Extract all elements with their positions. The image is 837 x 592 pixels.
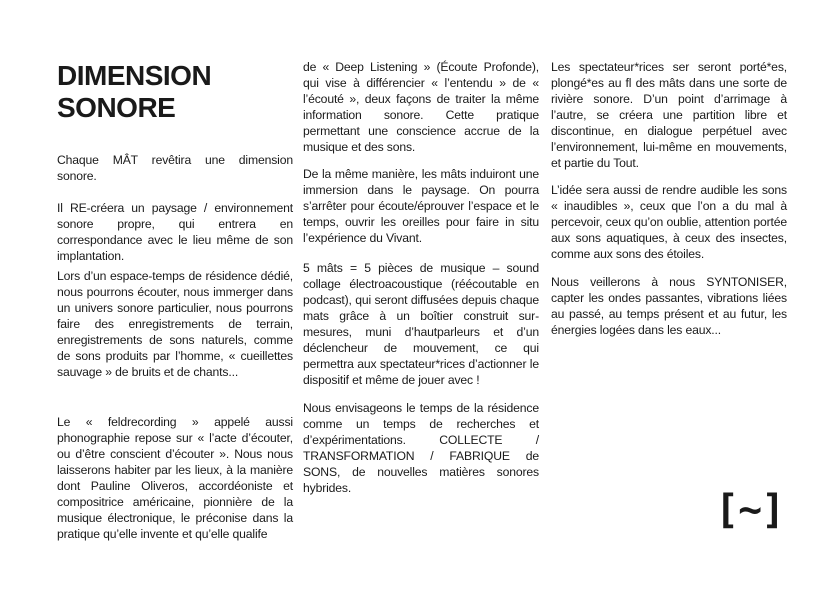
paragraph: Nous veillerons à nous SYNTONISER, capter les ondes passantes, vibrations liées au passé, au temps présent et au futur, les énergies logées dans les eaux...: [551, 275, 787, 337]
paragraph: L’idée sera aussi de rendre audible les sons « inaudibles », ceux que l’on a du mal à percevoir, ceux qu’on oublie, attention portée aux sons aquatiques, à ceux des insectes, comme aux sons des étoiles.: [551, 183, 787, 261]
paragraph: Les spectateur*rices ser seront porté*es, plongé*es au fl des mâts dans une sorte de rivière sonore. D’un point d’arrimage à l’autre, se créera une partition libre et discontinue, en dialogue perpétuel avec l’environnement, lui-même en mouvements, et partie du Tout.: [551, 60, 787, 170]
logo: [~]: [715, 487, 785, 533]
paragraph: Nous envisageons le temps de la résidence comme un temps de recherches et d’expérimentations. COLLECTE / TRANSFORMATION / FABRIQUE de SONS, de nouvelles matières sonores hybrides.: [303, 401, 539, 495]
paragraph: Lors d’un espace-temps de résidence dédié, nous pourrons écouter, nous immerger dans un univers sonore particulier, nous pourrons faire des enregistrements de terrain, enregistrements de sons naturels, comme de sons produits par l’homme, « cueillettes sauvage » de bruits et de chants...: [57, 269, 293, 379]
title-line-2: SONORE: [57, 92, 176, 123]
paragraph: Il RE-créera un paysage / environnement sonore propre, qui entrera en correspondance avec le lieu même de son implantation.: [57, 201, 293, 263]
paragraph: 5 mâts = 5 pièces de musique – sound collage électroacoustique (réécoutable en podcast), qui seront diffusées depuis chaque mats grâce à un boîtier construit sur- mesures, muni d’hautparleurs et d’un déclencheur de mouvement, ce qui permettra aux spectateur*rices d’actionner le dispositif et même de jouer avec !: [303, 261, 539, 387]
title-line-1: DIMENSION: [57, 60, 212, 91]
paragraph: Chaque MÂT revêtira une dimension sonore.: [57, 153, 293, 183]
paragraph: de « Deep Listening » (Écoute Profonde), qui vise à différencier « l’entendu » de « l’écouté », deux façons de traiter la même information sonore. Cette pratique permettant une conscience accrue de la musique et des sons.: [303, 60, 539, 154]
paragraph: De la même manière, les mâts induiront une immersion dans le paysage. On pourra s’arrêter pour écoute/éprouver l’espace et le temps, ouvrir les oreilles pour faire in situ l’expérience du Vivant.: [303, 167, 539, 245]
page-title: [57, 60, 211, 124]
paragraph: Le « feldrecording » appelé aussi phonographie repose sur « l’acte d’écouter, ou d’être conscient d’écouter ». Nous nous laisserons habiter par les lieux, à la manière dont Pauline Oliveros, accordéoniste et compositrice américaine, pionnière de la musique électronique, le préconise dans la pratique qu’elle invente et qu’elle qualife: [57, 415, 293, 541]
